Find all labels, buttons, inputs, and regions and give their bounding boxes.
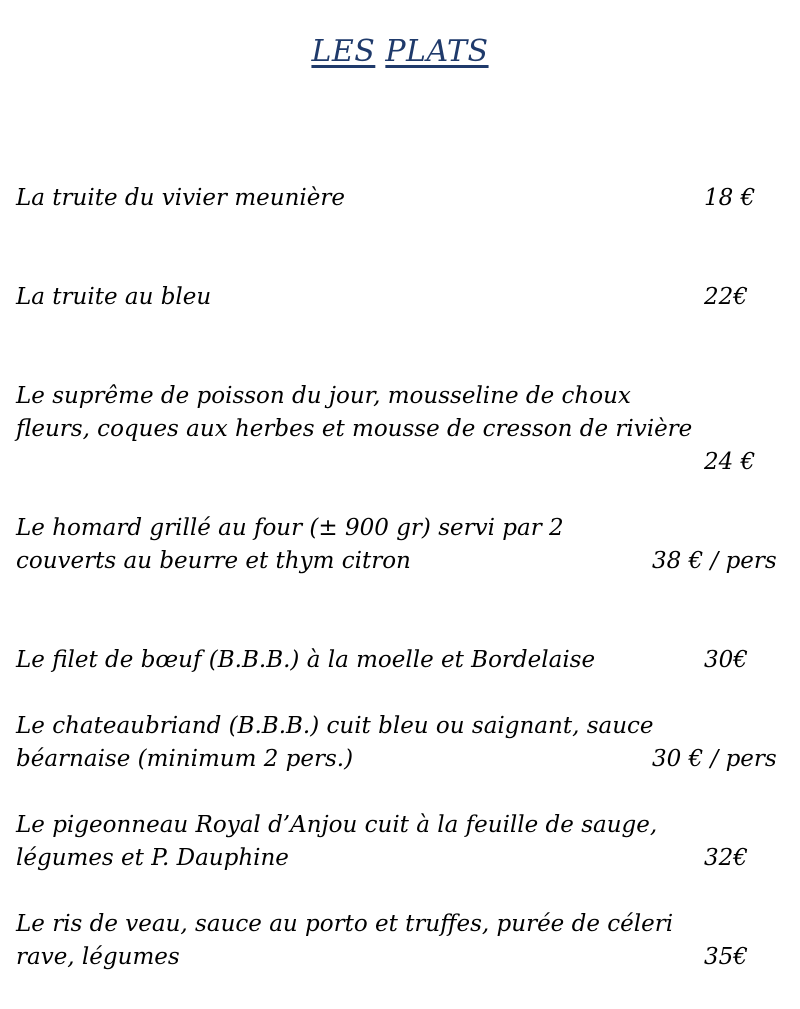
dish-price: 32€ [704,845,748,871]
dish-name: La truite du vivier meunière [16,185,345,211]
dish-price: 18 € [704,185,756,211]
dish-name: Le homard grillé au four (± 900 gr) servi par 2 [16,515,564,541]
dish-name: Le ris de veau, sauce au porto et truffes, purée de céleri [16,911,674,937]
dish-price: 35€ [704,944,748,970]
dish-description: couverts au beurre et thym citron [16,548,411,574]
dish-description: fleurs, coques aux herbes et mousse de cresson de rivière [16,416,693,442]
dish-name: Le suprême de poisson du jour, mousseline de choux [16,383,631,409]
dish-description: légumes et P. Dauphine [16,845,289,871]
dish-price: 30 € / pers [652,746,777,772]
dish-name: Le pigeonneau Royal d’Anjou cuit à la feuille de sauge, [16,812,658,838]
title-word-2: PLATS [385,34,489,69]
dish-price: 22€ [704,284,748,310]
dish-name: Le filet de bœuf (B.B.B.) à la moelle et Bordelaise [16,647,596,673]
dish-description: béarnaise (minimum 2 pers.) [16,746,354,772]
page-title [0,34,800,69]
dish-description: rave, légumes [16,944,180,970]
dish-price: 38 € / pers [652,548,777,574]
dish-name: La truite au bleu [16,284,212,310]
title-word-1: LES [311,34,376,69]
dish-price: 24 € [704,449,756,475]
dish-name: Le chateaubriand (B.B.B.) cuit bleu ou saignant, sauce [16,713,654,739]
dish-price: 30€ [704,647,748,673]
